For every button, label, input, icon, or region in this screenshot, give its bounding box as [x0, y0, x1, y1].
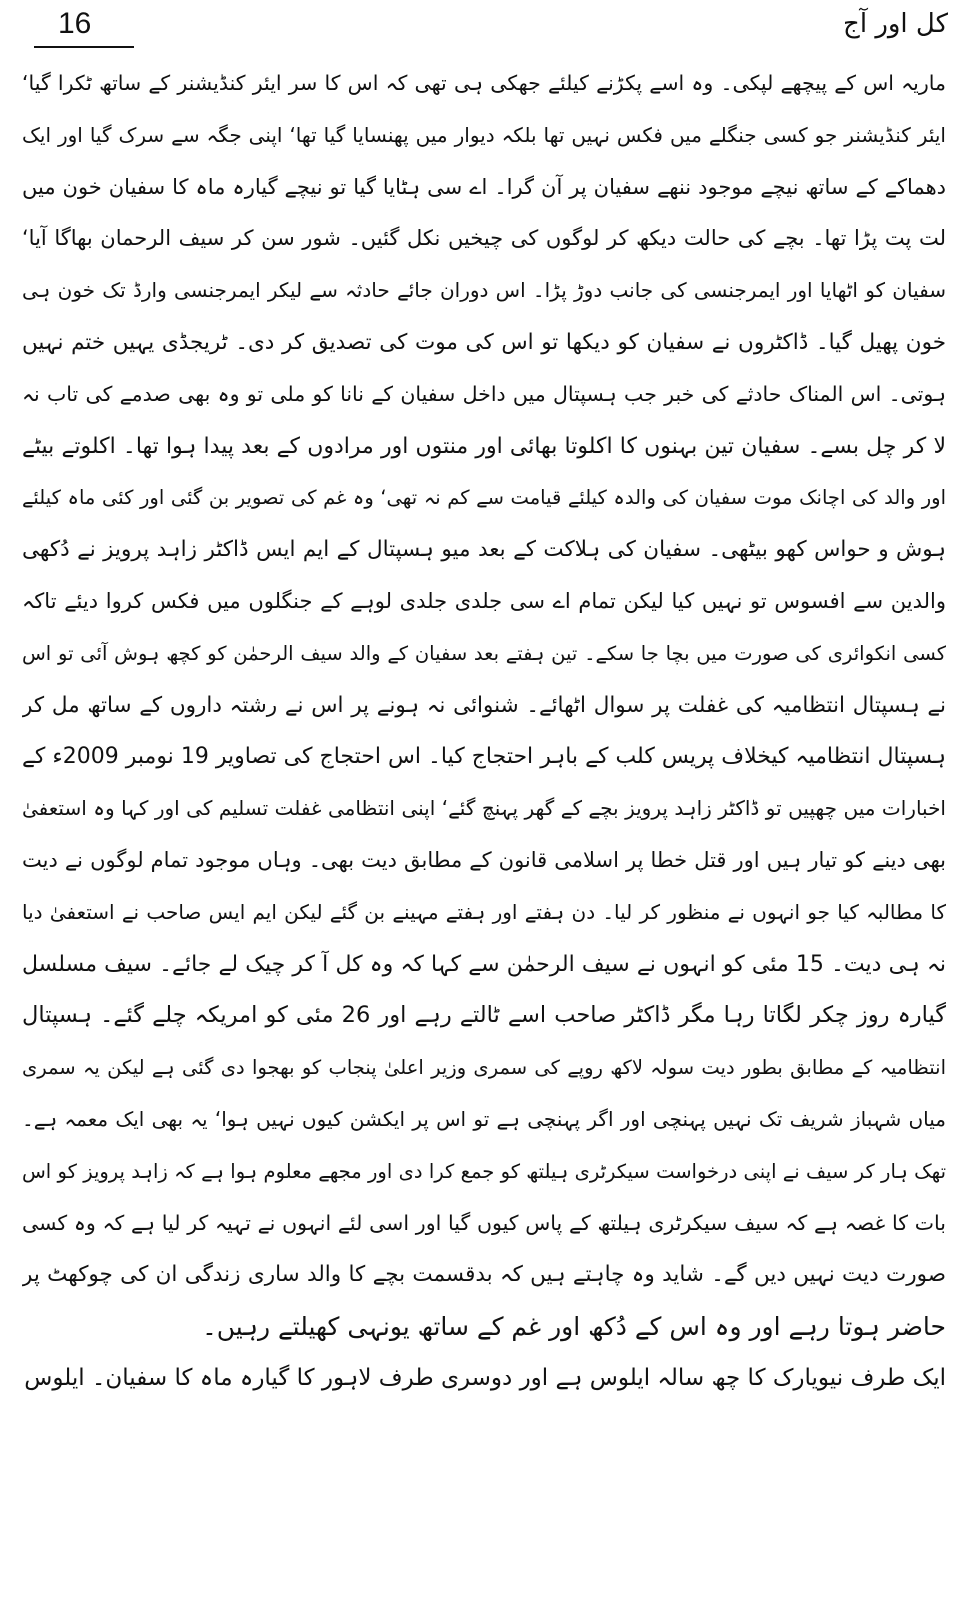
text-line: حاضر ہوتا رہے اور وہ اس کے دُکھ اور غم کے ساتھ یونہی کھیلتے رہیں۔: [202, 1312, 946, 1342]
text-line: ہوتی۔ اس المناک حادثے کی خبر جب ہسپتال میں داخل سفیان کے نانا کو ملی تو وہ بھی صدمے کی تاب نہ: [22, 381, 946, 406]
text-line: کا مطالبہ کیا جو انہوں نے منظور کر لیا۔ دن ہفتے اور ہفتے مہینے بن گئے لیکن ایم ایس صاحب نے استعفیٰ دیا: [22, 899, 946, 924]
page-header: [22, 6, 952, 50]
page-number: 16: [58, 7, 92, 40]
text-line: انتظامیہ کے مطابق بطور دیت سولہ لاکھ روپے کی سمری وزیر اعلیٰ پنجاب کو بھجوا دی گئی ہے لیکن یہ سمری: [22, 1056, 946, 1080]
text-line: میاں شہباز شریف تک نہیں پہنچی اور اگر پہنچی ہے تو اس پر ایکشن کیوں نہیں ہوا‘ یہ بھی ایک معمہ ہے۔: [22, 1106, 946, 1131]
text-line: ہسپتال انتظامیہ کیخلاف پریس کلب کے باہر احتجاج کیا۔ اس احتجاج کی تصاویر 19 نومبر 2009ء کے: [22, 744, 946, 770]
text-line: گیارہ روز چکر لگاتا رہا مگر ڈاکٹر صاحب اسے ٹالتے رہے اور 26 مئی کو امریکہ چلے گئے۔ ہسپتال: [22, 1002, 946, 1029]
text-line: صورت دیت نہیں دیں گے۔ شاید وہ چاہتے ہیں کہ بدقسمت بچے کا والد ساری زندگی ان کی چوکھٹ پر: [22, 1262, 946, 1288]
text-line: کسی انکوائری کی صورت میں بچا جا سکے۔ تین ہفتے بعد سفیان کے والد سیف الرحمٰن کو کچھ ہوش آئی تو اس: [22, 641, 946, 665]
text-line: سفیان کو اٹھایا اور ایمرجنسی کی جانب دوڑ پڑا۔ اس دوران جائے حادثہ سے لیکر ایمرجنسی وارڈ تک خون ہی: [22, 278, 946, 303]
body-text: [22, 58, 946, 1405]
text-line: خون پھیل گیا۔ ڈاکٹروں نے سفیان کو دیکھا تو اس کی موت کی تصدیق کر دی۔ ٹریجڈی یہیں ختم نہیں: [22, 329, 946, 355]
text-line: ماریہ اس کے پیچھے لپکی۔ وہ اسے پکڑنے کیلئے جھکی ہی تھی کہ اس کا سر ایئر کنڈیشنر کے ساتھ ٹکرا گیا‘: [22, 71, 946, 95]
running-title: کل اور آج: [843, 9, 948, 39]
header-rule: [34, 46, 134, 48]
text-line: لت پت پڑا تھا۔ بچے کی حالت دیکھ کر لوگوں کی چیخیں نکل گئیں۔ شور سن کر سیف الرحمان بھاگا آیا‘: [22, 226, 946, 251]
text-line: والدین سے افسوس تو نہیں کیا لیکن تمام اے سی جلدی جلدی لوہے کے جنگلوں میں فکس کروا دیئے تاکہ: [22, 588, 946, 613]
text-line: اخبارات میں چھپیں تو ڈاکٹر زاہد پرویز بچے کے گھر پہنچ گئے‘ اپنی انتظامی غفلت تسلیم کی اور کہا وہ استعفیٰ: [22, 796, 946, 821]
text-line: ایک طرف نیویارک کا چھ سالہ ایلوس ہے اور دوسری طرف لاہور کا گیارہ ماہ کا سفیان۔ ایلوس: [24, 1364, 946, 1391]
text-line: دھماکے کے ساتھ نیچے موجود ننھے سفیان پر آن گرا۔ اے سی ہٹایا گیا تو نیچے گیارہ ماہ کا سفیان خون میں: [22, 174, 946, 199]
text-line: بھی دینے کو تیار ہیں اور قتل خطا پر اسلامی قانون کے مطابق دیت بھی۔ وہاں موجود تمام لوگوں نے دیت: [22, 847, 946, 872]
text-line: ایئر کنڈیشنر جو کسی جنگلے میں فکس نہیں تھا بلکہ دیوار میں پھنسایا گیا تھا‘ اپنی جگہ سے سرک گیا اور ایک: [22, 122, 946, 147]
text-line: تھک ہار کر سیف نے اپنی درخواست سیکرٹری ہیلتھ کو جمع کرا دی اور مجھے معلوم ہوا ہے کہ زاہد پرویز کو اس: [22, 1159, 946, 1183]
text-line: لا کر چل بسے۔ سفیان تین بہنوں کا اکلوتا بھائی اور منتوں اور مرادوں کے بعد پیدا ہوا تھا۔ اکلوتے بیٹے: [22, 433, 946, 459]
text-line: نے ہسپتال انتظامیہ کی غفلت پر سوال اٹھائے۔ شنوائی نہ ہونے پر اس نے رشتہ داروں کے ساتھ مل کر: [22, 692, 946, 718]
text-line: بات کا غصہ ہے کہ سیف سیکرٹری ہیلتھ کے پاس کیوں گیا اور اسی لئے انہوں نے تہیہ کر لیا ہے کہ وہ کسی: [22, 1210, 946, 1235]
text-line: ہوش و حواس کھو بیٹھی۔ سفیان کی ہلاکت کے بعد میو ہسپتال کے ایم ایس ڈاکٹر زاہد پرویز نے دُکھی: [22, 537, 946, 563]
text-line: نہ ہی دیت۔ 15 مئی کو انہوں نے سیف الرحمٰن سے کہا کہ وہ کل آ کر چیک لے جائے۔ سیف مسلسل: [22, 951, 946, 977]
text-line: اور والد کی اچانک موت سفیان کی والدہ کیلئے قیامت سے کم نہ تھی‘ وہ غم کی تصویر بن گئی اور کئی ماہ کیلئے: [22, 486, 946, 510]
